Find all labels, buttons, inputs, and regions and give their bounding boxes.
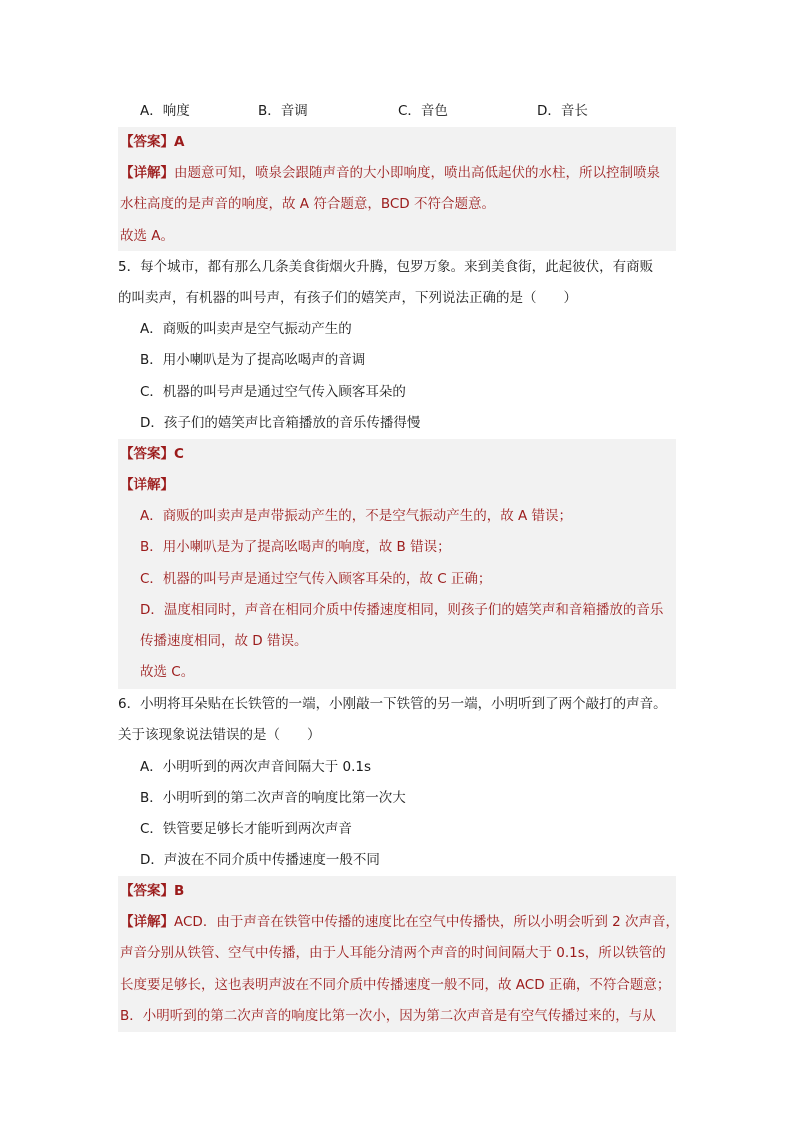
q6-answer-line — [120, 881, 184, 901]
detail-text: 由题意可知，喷泉会跟随声音的大小即响度，喷出高低起伏的水柱，所以控制喷泉 — [174, 165, 660, 181]
q5-detail-line-3: C．机器的叫号声是通过空气传入顾客耳朵的，故 C 正确； — [140, 571, 492, 587]
q5-option-d: D．孩子们的嬉笑声比音箱播放的音乐传播得慢 — [140, 415, 421, 431]
q4-option-b: B．音调 — [258, 103, 308, 119]
q5-answer-block — [118, 439, 676, 689]
q4-option-c: C．音色 — [398, 103, 448, 119]
detail-tag: 【详解】 — [120, 914, 174, 930]
q6-detail-line-4: B．小明听到的第二次声音的响度比第一次小，因为第二次声音是有空气传播过来的，与从 — [120, 1008, 656, 1024]
q4-option-d: D．音长 — [537, 103, 588, 119]
q5-detail-line-5: 传播速度相同，故 D 错误。 — [140, 633, 308, 649]
q6-detail-line-1 — [120, 912, 679, 932]
q5-detail-tag: 【详解】 — [120, 477, 174, 493]
q6-option-a: A．小明听到的两次声音间隔大于 0.1s — [140, 759, 372, 775]
q5-detail-line-4: D．温度相同时，声音在相同介质中传播速度相同，则孩子们的嬉笑声和音箱播放的音乐 — [140, 602, 664, 618]
q5-detail-line-1: A．商贩的叫卖声是声带振动产生的，不是空气振动产生的，故 A 错误； — [140, 508, 573, 524]
q4-answer-line — [120, 132, 184, 152]
q5-conclusion: 故选 C。 — [140, 664, 195, 680]
q6-detail-line-2: 声音分别从铁管、空气中传播，由于人耳能分清两个声音的时间间隔大于 0.1s，所以铁管的 — [120, 945, 666, 961]
q5-option-a: A．商贩的叫卖声是空气振动产生的 — [140, 321, 352, 337]
q5-detail-line-2: B．用小喇叭是为了提高吆喝声的响度，故 B 错误； — [140, 539, 451, 555]
answer-tag: 【答案】 — [120, 134, 174, 150]
q5-answer-line — [120, 444, 184, 464]
detail-tag: 【详解】 — [120, 165, 174, 181]
answer-tag: 【答案】 — [120, 883, 174, 899]
answer-value: B — [174, 883, 185, 899]
answer-value: A — [174, 134, 185, 150]
detail-text: ACD．由于声音在铁管中传播的速度比在空气中传播快，所以小明会听到 2 次声音， — [174, 914, 679, 930]
q6-option-d: D．声波在不同介质中传播速度一般不同 — [140, 852, 380, 868]
q6-question-line-1: 6．小明将耳朵贴在长铁管的一端，小刚敲一下铁管的另一端，小明听到了两个敲打的声音。 — [118, 696, 667, 712]
q6-option-b: B．小明听到的第二次声音的响度比第一次大 — [140, 790, 406, 806]
answer-tag: 【答案】 — [120, 446, 174, 462]
q6-question-line-2: 关于该现象说法错误的是（ ） — [118, 727, 321, 743]
q4-detail-line-1 — [120, 163, 660, 183]
q5-question-line-1: 5．每个城市，都有那么几条美食街烟火升腾，包罗万象。来到美食街，此起彼伏，有商贩 — [118, 259, 654, 275]
q4-answer-block — [118, 127, 676, 251]
answer-value: C — [174, 446, 184, 462]
q4-option-a: A．响度 — [140, 103, 190, 119]
q5-option-b: B．用小喇叭是为了提高吆喝声的音调 — [140, 352, 366, 368]
q6-option-c: C．铁管要足够长才能听到两次声音 — [140, 821, 352, 837]
q5-option-c: C．机器的叫号声是通过空气传入顾客耳朵的 — [140, 384, 406, 400]
q4-detail-line-2: 水柱高度的是声音的响度，故 A 符合题意，BCD 不符合题意。 — [120, 196, 495, 212]
q5-question-line-2: 的叫卖声，有机器的叫号声，有孩子们的嬉笑声，下列说法正确的是（ ） — [118, 290, 577, 306]
q6-detail-line-3: 长度要足够长，这也表明声波在不同介质中传播速度一般不同，故 ACD 正确，不符合题意； — [120, 977, 671, 993]
q4-conclusion: 故选 A。 — [120, 228, 175, 244]
